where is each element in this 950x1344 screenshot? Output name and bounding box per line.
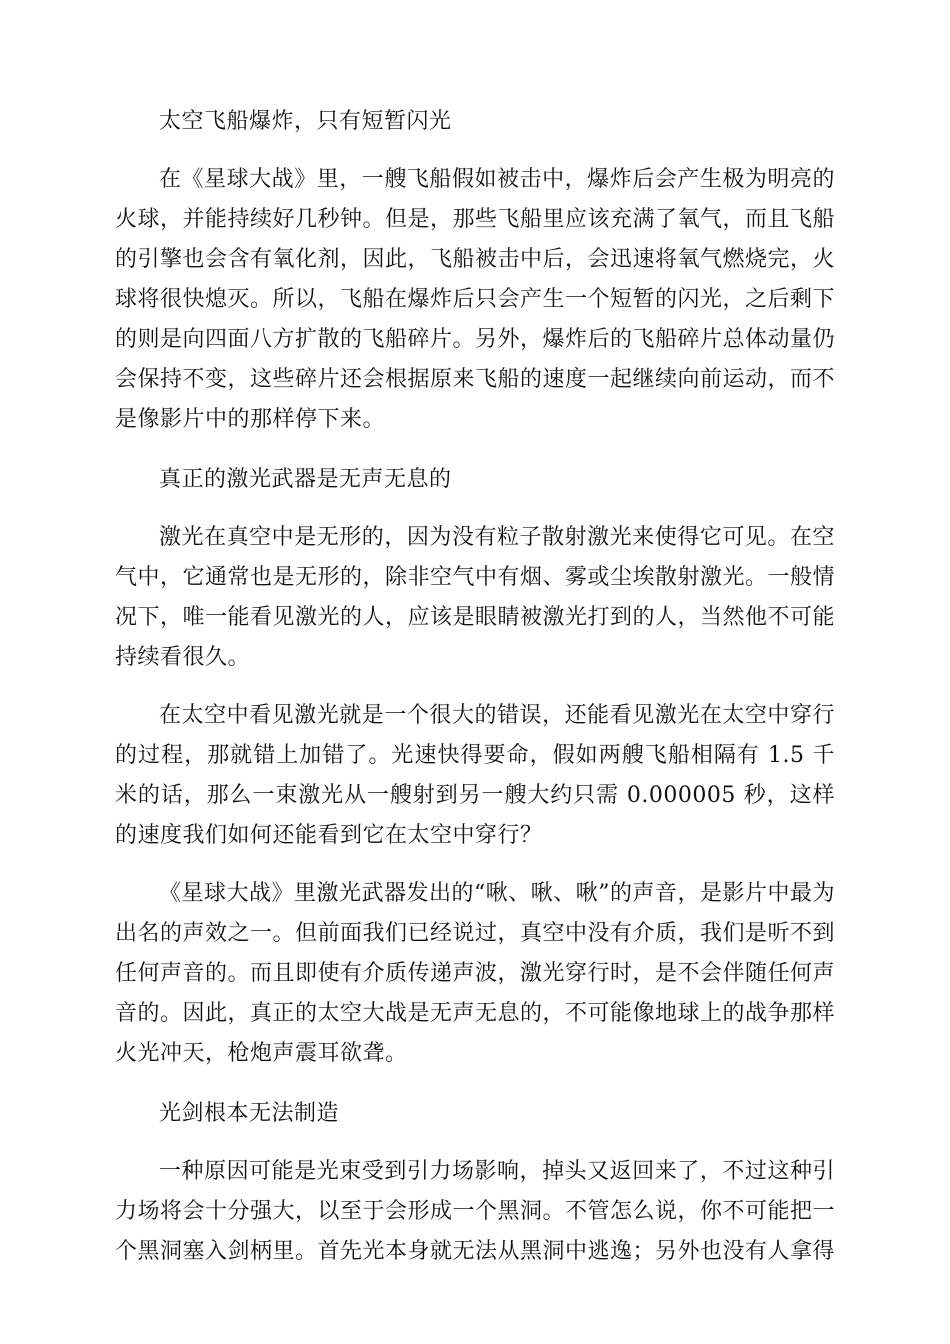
document-page <box>115 100 835 1290</box>
paragraph: 在《星球大战》里，一艘飞船假如被击中，爆炸后会产生极为明亮的火球，并能持续好几秒钟。但是，那些飞船里应该充满了氧气，而且飞船的引擎也会含有氧化剂，因此，飞船被击中后，会迅速将氧气燃烧完，火球将很快熄灭。所以，飞船在爆炸后只会产生一个短暂的闪光，之后剩下的则是向四面八方扩散的飞船碎片。另外，爆炸后的飞船碎片总体动量仍会保持不变，这些碎片还会根据原来飞船的速度一起继续向前运动，而不是像影片中的那样停下来。 <box>115 167 836 432</box>
paragraph: 一种原因可能是光束受到引力场影响，掉头又返回来了，不过这种引力场将会十分强大，以至于会形成一个黑洞。不管怎么说，你不可能把一个黑洞塞入剑柄里。首先光本身就无法从黑洞中逃逸；另外也没有人拿得 <box>115 1159 836 1264</box>
paragraph: 《星球大战》里激光武器发出的“啾、啾、啾”的声音，是影片中最为出名的声效之一。但前面我们已经说过，真空中没有介质，我们是听不到任何声音的。而且即使有介质传递声波，激光穿行时，是不会伴随任何声音的。因此，真正的太空大战是无声无息的，不可能像地球上的战争那样火光冲天，枪炮声震耳欲聋。 <box>115 881 836 1066</box>
section-heading: 真正的激光武器是无声无息的 <box>159 467 452 492</box>
section-heading: 光剑根本无法制造 <box>159 1101 340 1126</box>
section-heading: 太空飞船爆炸，只有短暂闪光 <box>159 109 452 134</box>
paragraph: 激光在真空中是无形的，因为没有粒子散射激光来使得它可见。在空气中，它通常也是无形的，除非空气中有烟、雾或尘埃散射激光。一般情况下，唯一能看见激光的人，应该是眼睛被激光打到的人，当然他不可能持续看很久。 <box>115 525 836 670</box>
paragraph: 在太空中看见激光就是一个很大的错误，还能看见激光在太空中穿行的过程，那就错上加错了。光速快得要命，假如两艘飞船相隔有 1.5 千米的话，那么一束激光从一艘射到另一艘大约只需 0.000005 秒，这样的速度我们如何还能看到它在太空中穿行？ <box>115 703 835 848</box>
